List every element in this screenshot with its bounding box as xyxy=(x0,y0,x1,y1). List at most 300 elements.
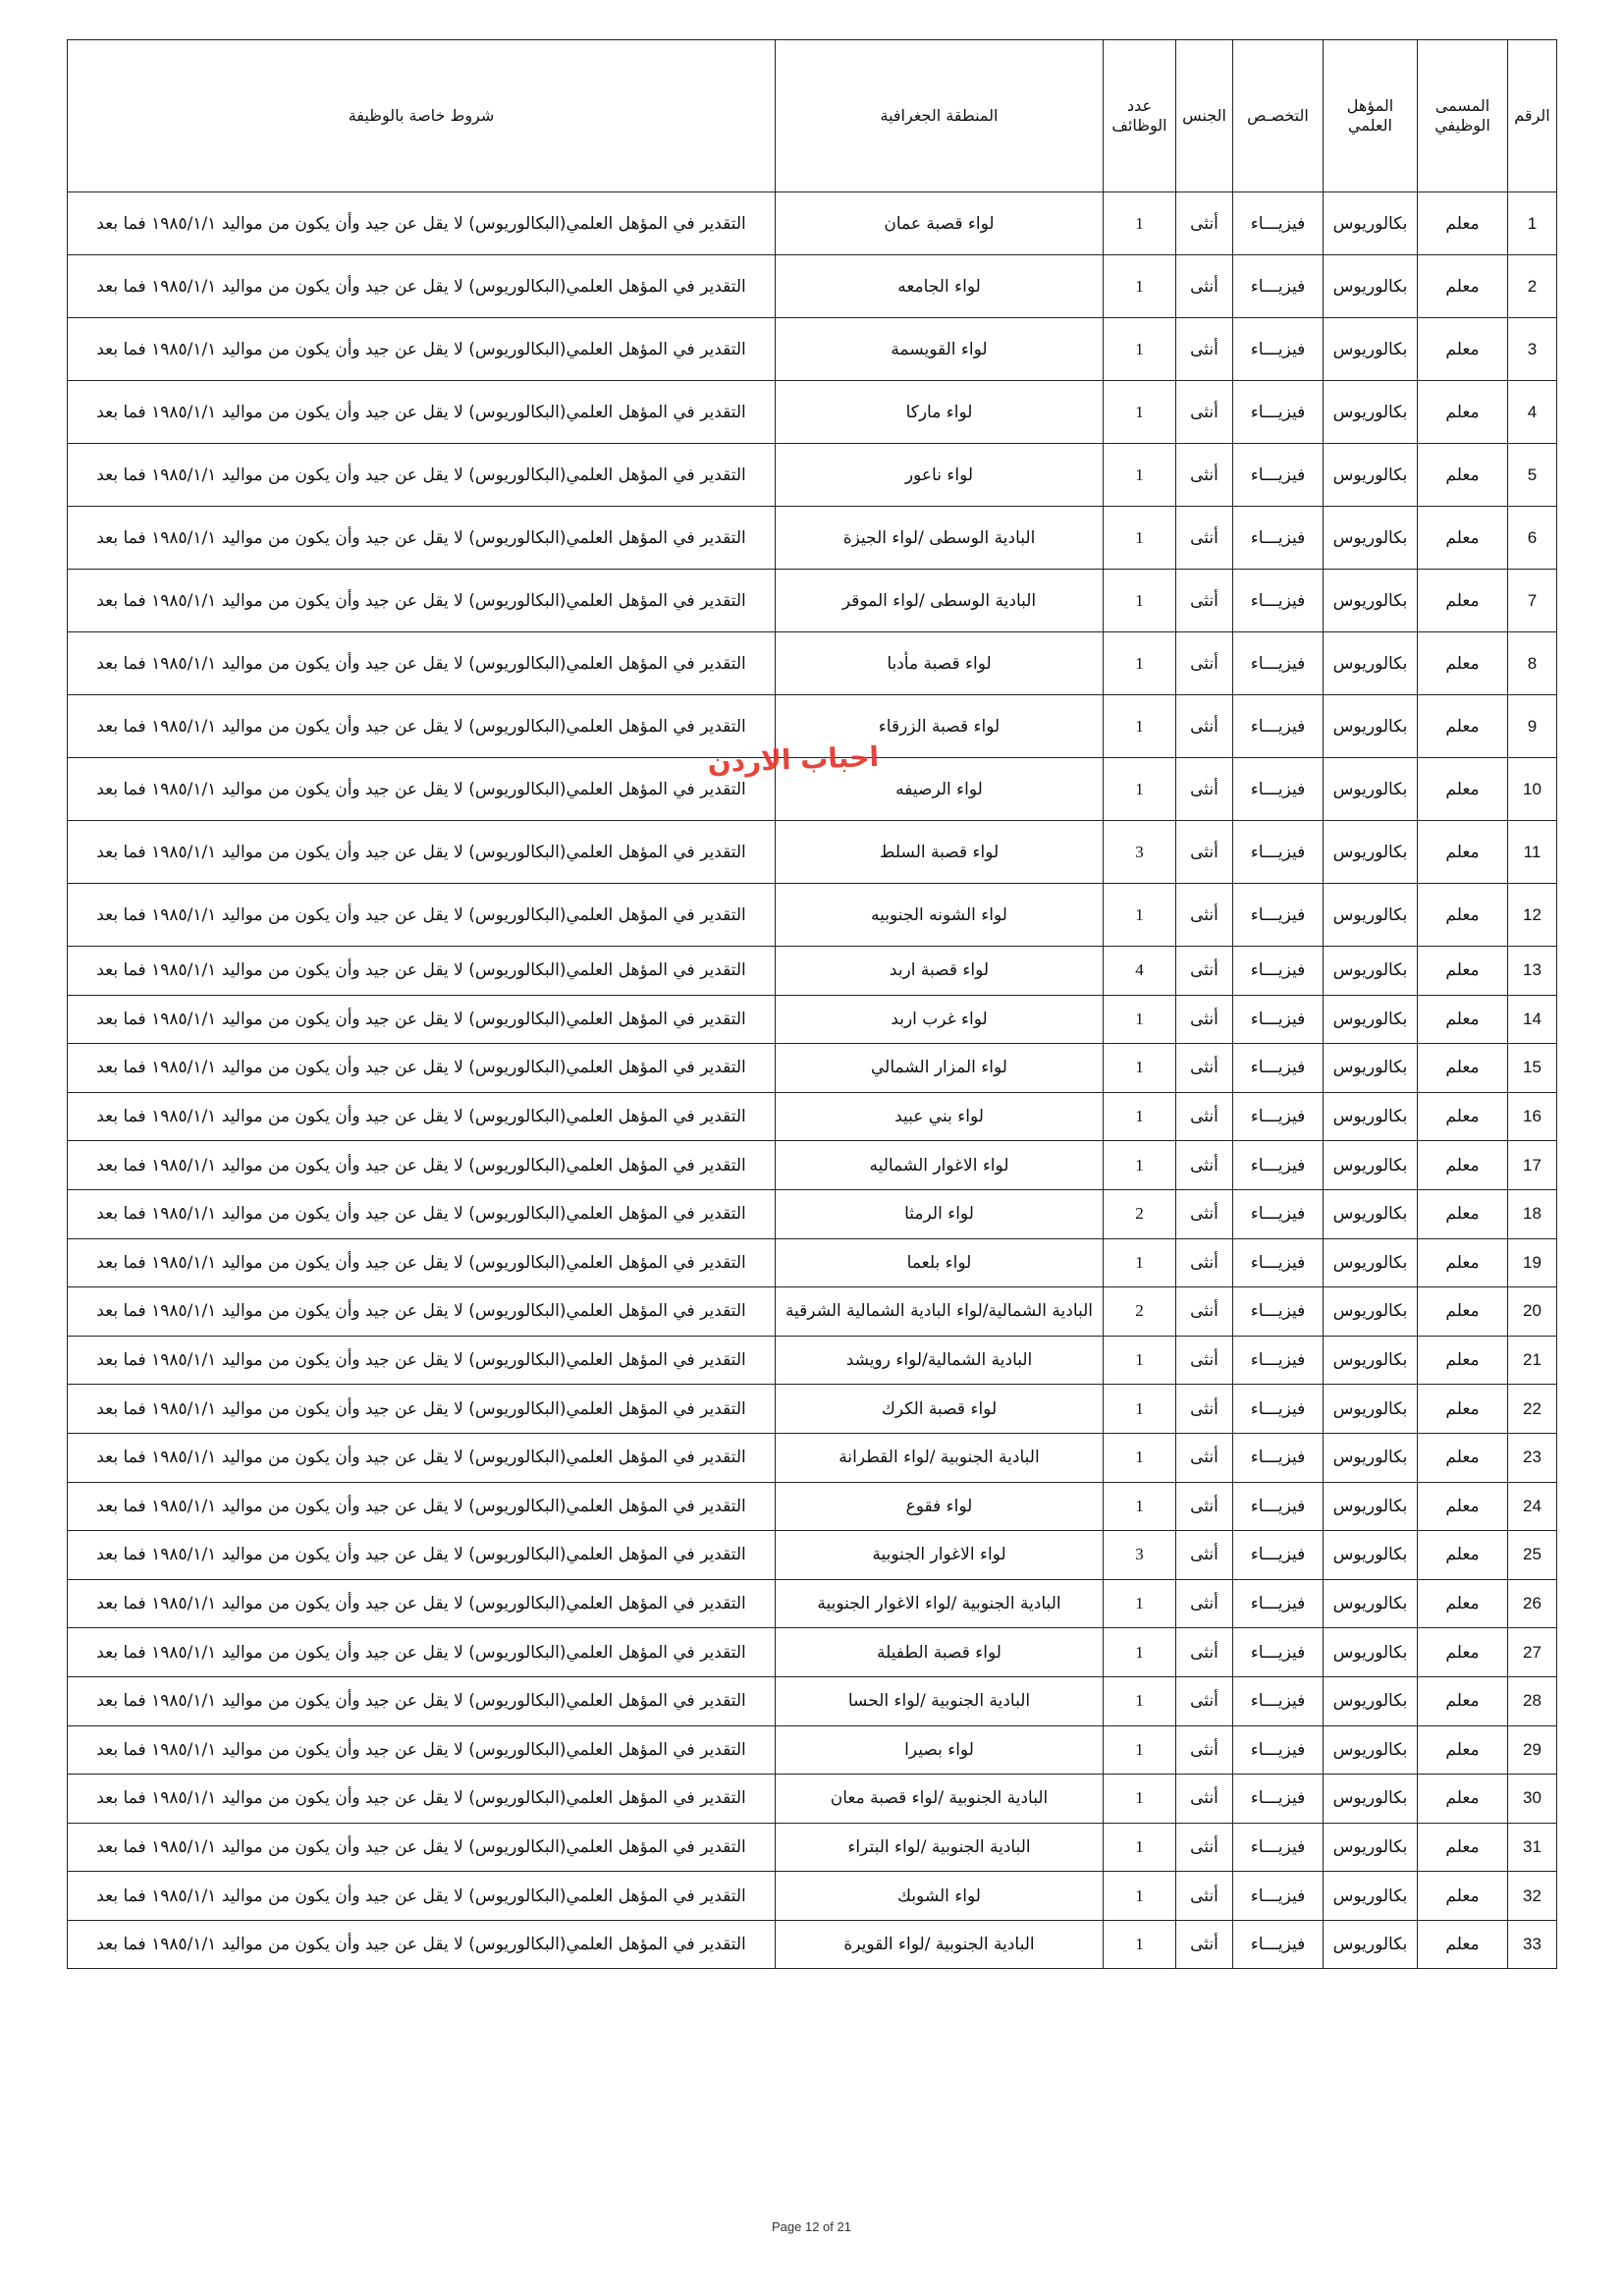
table-row xyxy=(68,192,1557,255)
job-vacancies-table xyxy=(67,39,1557,1969)
cell-gender: أنثى xyxy=(1176,444,1233,507)
cell-title: معلم xyxy=(1418,947,1508,996)
cell-num: 9 xyxy=(1508,695,1557,758)
header-row xyxy=(68,40,1557,192)
cell-qualification: بكالوريوس xyxy=(1324,1775,1418,1824)
cell-title: معلم xyxy=(1418,318,1508,381)
cell-specialty: فيزيـــاء xyxy=(1233,1385,1324,1434)
cell-gender: أنثى xyxy=(1176,1336,1233,1385)
table-row xyxy=(68,1044,1557,1093)
cell-num: 5 xyxy=(1508,444,1557,507)
cell-title: معلم xyxy=(1418,995,1508,1044)
cell-specialty: فيزيـــاء xyxy=(1233,1676,1324,1725)
cell-num: 30 xyxy=(1508,1775,1557,1824)
cell-region: لواء قصبة الطفيلة xyxy=(776,1628,1104,1677)
cell-specialty: فيزيـــاء xyxy=(1233,318,1324,381)
cell-count: 1 xyxy=(1104,318,1176,381)
cell-conditions: التقدير في المؤهل العلمي(البكالوريوس) لا يقل عن جيد وأن يكون من مواليد ١٩٨٥/١/١ فما بعد xyxy=(68,821,776,884)
cell-gender: أنثى xyxy=(1176,1189,1233,1238)
table-header xyxy=(68,40,1557,192)
cell-region: لواء الجامعه xyxy=(776,255,1104,318)
cell-region: لواء قصبة الزرقاء xyxy=(776,695,1104,758)
cell-count: 1 xyxy=(1104,507,1176,570)
cell-specialty: فيزيـــاء xyxy=(1233,192,1324,255)
cell-qualification: بكالوريوس xyxy=(1324,1823,1418,1872)
cell-region: لواء الرصيفه xyxy=(776,758,1104,821)
cell-region: لواء قصبة اربد xyxy=(776,947,1104,996)
cell-specialty: فيزيـــاء xyxy=(1233,1189,1324,1238)
header-num: الرقم xyxy=(1508,40,1557,192)
cell-region: لواء الرمثا xyxy=(776,1189,1104,1238)
cell-conditions: التقدير في المؤهل العلمي(البكالوريوس) لا يقل عن جيد وأن يكون من مواليد ١٩٨٥/١/١ فما بعد xyxy=(68,444,776,507)
cell-count: 1 xyxy=(1104,1238,1176,1287)
cell-num: 3 xyxy=(1508,318,1557,381)
cell-title: معلم xyxy=(1418,1823,1508,1872)
cell-count: 1 xyxy=(1104,632,1176,695)
cell-conditions: التقدير في المؤهل العلمي(البكالوريوس) لا يقل عن جيد وأن يكون من مواليد ١٩٨٥/١/١ فما بعد xyxy=(68,1531,776,1580)
cell-specialty: فيزيـــاء xyxy=(1233,758,1324,821)
cell-title: معلم xyxy=(1418,1482,1508,1531)
table-body xyxy=(68,192,1557,1969)
cell-num: 21 xyxy=(1508,1336,1557,1385)
cell-specialty: فيزيـــاء xyxy=(1233,884,1324,947)
table-row xyxy=(68,1579,1557,1628)
cell-num: 14 xyxy=(1508,995,1557,1044)
cell-count: 1 xyxy=(1104,381,1176,444)
table-row xyxy=(68,1775,1557,1824)
cell-qualification: بكالوريوس xyxy=(1324,318,1418,381)
cell-region: لواء القويسمة xyxy=(776,318,1104,381)
cell-gender: أنثى xyxy=(1176,947,1233,996)
cell-title: معلم xyxy=(1418,570,1508,632)
cell-num: 6 xyxy=(1508,507,1557,570)
cell-count: 1 xyxy=(1104,1482,1176,1531)
cell-title: معلم xyxy=(1418,821,1508,884)
table-row xyxy=(68,1920,1557,1969)
cell-specialty: فيزيـــاء xyxy=(1233,570,1324,632)
cell-gender: أنثى xyxy=(1176,507,1233,570)
cell-title: معلم xyxy=(1418,1579,1508,1628)
cell-specialty: فيزيـــاء xyxy=(1233,1628,1324,1677)
table-row xyxy=(68,632,1557,695)
cell-region: لواء قصبة السلط xyxy=(776,821,1104,884)
cell-specialty: فيزيـــاء xyxy=(1233,695,1324,758)
cell-num: 32 xyxy=(1508,1872,1557,1921)
cell-region: البادية الجنوبية /لواء الحسا xyxy=(776,1676,1104,1725)
cell-gender: أنثى xyxy=(1176,1482,1233,1531)
cell-qualification: بكالوريوس xyxy=(1324,381,1418,444)
cell-region: لواء الاغوار الشماليه xyxy=(776,1141,1104,1190)
cell-conditions: التقدير في المؤهل العلمي(البكالوريوس) لا يقل عن جيد وأن يكون من مواليد ١٩٨٥/١/١ فما بعد xyxy=(68,1189,776,1238)
cell-conditions: التقدير في المؤهل العلمي(البكالوريوس) لا يقل عن جيد وأن يكون من مواليد ١٩٨٥/١/١ فما بعد xyxy=(68,758,776,821)
table-row xyxy=(68,1725,1557,1775)
cell-num: 2 xyxy=(1508,255,1557,318)
cell-num: 10 xyxy=(1508,758,1557,821)
cell-gender: أنثى xyxy=(1176,758,1233,821)
cell-qualification: بكالوريوس xyxy=(1324,1238,1418,1287)
table-row xyxy=(68,1385,1557,1434)
cell-qualification: بكالوريوس xyxy=(1324,444,1418,507)
cell-conditions: التقدير في المؤهل العلمي(البكالوريوس) لا يقل عن جيد وأن يكون من مواليد ١٩٨٥/١/١ فما بعد xyxy=(68,1287,776,1337)
table-row xyxy=(68,1872,1557,1921)
cell-conditions: التقدير في المؤهل العلمي(البكالوريوس) لا يقل عن جيد وأن يكون من مواليد ١٩٨٥/١/١ فما بعد xyxy=(68,632,776,695)
cell-num: 24 xyxy=(1508,1482,1557,1531)
cell-gender: أنثى xyxy=(1176,1531,1233,1580)
cell-title: معلم xyxy=(1418,1531,1508,1580)
page-footer: Page 12 of 21 xyxy=(772,2219,851,2234)
cell-region: لواء المزار الشمالي xyxy=(776,1044,1104,1093)
cell-gender: أنثى xyxy=(1176,632,1233,695)
cell-specialty: فيزيـــاء xyxy=(1233,995,1324,1044)
cell-conditions: التقدير في المؤهل العلمي(البكالوريوس) لا يقل عن جيد وأن يكون من مواليد ١٩٨٥/١/١ فما بعد xyxy=(68,570,776,632)
table-row xyxy=(68,1238,1557,1287)
cell-title: معلم xyxy=(1418,1872,1508,1921)
cell-title: معلم xyxy=(1418,758,1508,821)
table-row xyxy=(68,1823,1557,1872)
cell-gender: أنثى xyxy=(1176,1920,1233,1969)
cell-conditions: التقدير في المؤهل العلمي(البكالوريوس) لا يقل عن جيد وأن يكون من مواليد ١٩٨٥/١/١ فما بعد xyxy=(68,1433,776,1482)
cell-region: البادية الجنوبية /لواء القويرة xyxy=(776,1920,1104,1969)
cell-gender: أنثى xyxy=(1176,1725,1233,1775)
cell-specialty: فيزيـــاء xyxy=(1233,1872,1324,1921)
cell-specialty: فيزيـــاء xyxy=(1233,947,1324,996)
cell-gender: أنثى xyxy=(1176,995,1233,1044)
table-row xyxy=(68,1141,1557,1190)
cell-specialty: فيزيـــاء xyxy=(1233,1531,1324,1580)
cell-title: معلم xyxy=(1418,1385,1508,1434)
cell-qualification: بكالوريوس xyxy=(1324,1336,1418,1385)
table-row xyxy=(68,444,1557,507)
cell-conditions: التقدير في المؤهل العلمي(البكالوريوس) لا يقل عن جيد وأن يكون من مواليد ١٩٨٥/١/١ فما بعد xyxy=(68,1775,776,1824)
table-row xyxy=(68,1482,1557,1531)
cell-num: 31 xyxy=(1508,1823,1557,1872)
cell-title: معلم xyxy=(1418,1044,1508,1093)
cell-title: معلم xyxy=(1418,1628,1508,1677)
cell-conditions: التقدير في المؤهل العلمي(البكالوريوس) لا يقل عن جيد وأن يكون من مواليد ١٩٨٥/١/١ فما بعد xyxy=(68,695,776,758)
cell-qualification: بكالوريوس xyxy=(1324,1385,1418,1434)
cell-gender: أنثى xyxy=(1176,570,1233,632)
table-row xyxy=(68,318,1557,381)
cell-gender: أنثى xyxy=(1176,1092,1233,1141)
cell-qualification: بكالوريوس xyxy=(1324,192,1418,255)
cell-qualification: بكالوريوس xyxy=(1324,995,1418,1044)
cell-num: 15 xyxy=(1508,1044,1557,1093)
cell-region: لواء قصبة الكرك xyxy=(776,1385,1104,1434)
cell-title: معلم xyxy=(1418,1238,1508,1287)
cell-title: معلم xyxy=(1418,1141,1508,1190)
cell-conditions: التقدير في المؤهل العلمي(البكالوريوس) لا يقل عن جيد وأن يكون من مواليد ١٩٨٥/١/١ فما بعد xyxy=(68,1823,776,1872)
cell-qualification: بكالوريوس xyxy=(1324,1482,1418,1531)
table-row xyxy=(68,1628,1557,1677)
cell-count: 1 xyxy=(1104,1044,1176,1093)
cell-num: 8 xyxy=(1508,632,1557,695)
cell-conditions: التقدير في المؤهل العلمي(البكالوريوس) لا يقل عن جيد وأن يكون من مواليد ١٩٨٥/١/١ فما بعد xyxy=(68,1238,776,1287)
cell-qualification: بكالوريوس xyxy=(1324,1725,1418,1775)
cell-conditions: التقدير في المؤهل العلمي(البكالوريوس) لا يقل عن جيد وأن يكون من مواليد ١٩٨٥/١/١ فما بعد xyxy=(68,1628,776,1677)
cell-gender: أنثى xyxy=(1176,1628,1233,1677)
cell-gender: أنثى xyxy=(1176,255,1233,318)
cell-specialty: فيزيـــاء xyxy=(1233,507,1324,570)
cell-title: معلم xyxy=(1418,1676,1508,1725)
cell-count: 1 xyxy=(1104,1092,1176,1141)
cell-conditions: التقدير في المؤهل العلمي(البكالوريوس) لا يقل عن جيد وأن يكون من مواليد ١٩٨٥/١/١ فما بعد xyxy=(68,1092,776,1141)
cell-num: 11 xyxy=(1508,821,1557,884)
cell-title: معلم xyxy=(1418,192,1508,255)
table-row xyxy=(68,1189,1557,1238)
cell-conditions: التقدير في المؤهل العلمي(البكالوريوس) لا يقل عن جيد وأن يكون من مواليد ١٩٨٥/١/١ فما بعد xyxy=(68,995,776,1044)
cell-title: معلم xyxy=(1418,444,1508,507)
cell-gender: أنثى xyxy=(1176,381,1233,444)
cell-num: 19 xyxy=(1508,1238,1557,1287)
cell-num: 22 xyxy=(1508,1385,1557,1434)
cell-conditions: التقدير في المؤهل العلمي(البكالوريوس) لا يقل عن جيد وأن يكون من مواليد ١٩٨٥/١/١ فما بعد xyxy=(68,1044,776,1093)
table-row xyxy=(68,1676,1557,1725)
cell-count: 2 xyxy=(1104,1189,1176,1238)
cell-region: لواء بصيرا xyxy=(776,1725,1104,1775)
cell-conditions: التقدير في المؤهل العلمي(البكالوريوس) لا يقل عن جيد وأن يكون من مواليد ١٩٨٥/١/١ فما بعد xyxy=(68,884,776,947)
cell-specialty: فيزيـــاء xyxy=(1233,821,1324,884)
cell-specialty: فيزيـــاء xyxy=(1233,1336,1324,1385)
cell-specialty: فيزيـــاء xyxy=(1233,1920,1324,1969)
cell-region: لواء بني عبيد xyxy=(776,1092,1104,1141)
cell-region: لواء فقوع xyxy=(776,1482,1104,1531)
cell-conditions: التقدير في المؤهل العلمي(البكالوريوس) لا يقل عن جيد وأن يكون من مواليد ١٩٨٥/١/١ فما بعد xyxy=(68,318,776,381)
table-row xyxy=(68,884,1557,947)
cell-title: معلم xyxy=(1418,632,1508,695)
cell-region: لواء الشوبك xyxy=(776,1872,1104,1921)
watermark-text: احباب الاردن xyxy=(707,739,880,780)
cell-count: 1 xyxy=(1104,995,1176,1044)
cell-conditions: التقدير في المؤهل العلمي(البكالوريوس) لا يقل عن جيد وأن يكون من مواليد ١٩٨٥/١/١ فما بعد xyxy=(68,1579,776,1628)
cell-conditions: التقدير في المؤهل العلمي(البكالوريوس) لا يقل عن جيد وأن يكون من مواليد ١٩٨٥/١/١ فما بعد xyxy=(68,507,776,570)
cell-num: 29 xyxy=(1508,1725,1557,1775)
table-row xyxy=(68,507,1557,570)
header-specialty: التخصـص xyxy=(1233,40,1324,192)
cell-title: معلم xyxy=(1418,1433,1508,1482)
cell-conditions: التقدير في المؤهل العلمي(البكالوريوس) لا يقل عن جيد وأن يكون من مواليد ١٩٨٥/١/١ فما بعد xyxy=(68,192,776,255)
table-row xyxy=(68,1336,1557,1385)
cell-qualification: بكالوريوس xyxy=(1324,884,1418,947)
cell-num: 1 xyxy=(1508,192,1557,255)
cell-specialty: فيزيـــاء xyxy=(1233,1823,1324,1872)
cell-specialty: فيزيـــاء xyxy=(1233,1433,1324,1482)
cell-region: لواء قصبة عمان xyxy=(776,192,1104,255)
cell-num: 26 xyxy=(1508,1579,1557,1628)
header-region: المنطقة الجغرافية xyxy=(776,40,1104,192)
cell-count: 1 xyxy=(1104,884,1176,947)
cell-conditions: التقدير في المؤهل العلمي(البكالوريوس) لا يقل عن جيد وأن يكون من مواليد ١٩٨٥/١/١ فما بعد xyxy=(68,1872,776,1921)
cell-qualification: بكالوريوس xyxy=(1324,1287,1418,1337)
cell-count: 3 xyxy=(1104,1531,1176,1580)
cell-title: معلم xyxy=(1418,1287,1508,1337)
table-row xyxy=(68,1287,1557,1337)
cell-gender: أنثى xyxy=(1176,1238,1233,1287)
cell-count: 1 xyxy=(1104,1336,1176,1385)
cell-count: 1 xyxy=(1104,1385,1176,1434)
cell-title: معلم xyxy=(1418,507,1508,570)
cell-gender: أنثى xyxy=(1176,884,1233,947)
cell-region: لواء ناعور xyxy=(776,444,1104,507)
cell-specialty: فيزيـــاء xyxy=(1233,255,1324,318)
cell-qualification: بكالوريوس xyxy=(1324,1872,1418,1921)
cell-count: 1 xyxy=(1104,1579,1176,1628)
cell-count: 1 xyxy=(1104,1872,1176,1921)
cell-region: البادية الشمالية/لواء البادية الشمالية الشرقية xyxy=(776,1287,1104,1337)
cell-num: 33 xyxy=(1508,1920,1557,1969)
cell-gender: أنثى xyxy=(1176,1676,1233,1725)
cell-title: معلم xyxy=(1418,1725,1508,1775)
table-row xyxy=(68,1433,1557,1482)
cell-count: 1 xyxy=(1104,255,1176,318)
cell-specialty: فيزيـــاء xyxy=(1233,381,1324,444)
cell-region: البادية الشمالية/لواء رويشد xyxy=(776,1336,1104,1385)
cell-specialty: فيزيـــاء xyxy=(1233,1482,1324,1531)
cell-specialty: فيزيـــاء xyxy=(1233,1141,1324,1190)
table-row xyxy=(68,821,1557,884)
cell-gender: أنثى xyxy=(1176,1287,1233,1337)
cell-specialty: فيزيـــاء xyxy=(1233,1287,1324,1337)
cell-num: 7 xyxy=(1508,570,1557,632)
cell-qualification: بكالوريوس xyxy=(1324,1676,1418,1725)
cell-count: 1 xyxy=(1104,570,1176,632)
table-row xyxy=(68,947,1557,996)
cell-num: 18 xyxy=(1508,1189,1557,1238)
cell-region: البادية الوسطى /لواء الموقر xyxy=(776,570,1104,632)
cell-qualification: بكالوريوس xyxy=(1324,1920,1418,1969)
cell-count: 1 xyxy=(1104,1725,1176,1775)
cell-specialty: فيزيـــاء xyxy=(1233,1092,1324,1141)
table-row xyxy=(68,255,1557,318)
cell-gender: أنثى xyxy=(1176,821,1233,884)
cell-qualification: بكالوريوس xyxy=(1324,1531,1418,1580)
header-title: المسمى الوظيفي xyxy=(1418,40,1508,192)
cell-region: لواء قصبة مأدبا xyxy=(776,632,1104,695)
cell-qualification: بكالوريوس xyxy=(1324,1189,1418,1238)
cell-count: 2 xyxy=(1104,1287,1176,1337)
cell-conditions: التقدير في المؤهل العلمي(البكالوريوس) لا يقل عن جيد وأن يكون من مواليد ١٩٨٥/١/١ فما بعد xyxy=(68,255,776,318)
cell-conditions: التقدير في المؤهل العلمي(البكالوريوس) لا يقل عن جيد وأن يكون من مواليد ١٩٨٥/١/١ فما بعد xyxy=(68,1920,776,1969)
cell-num: 4 xyxy=(1508,381,1557,444)
cell-num: 23 xyxy=(1508,1433,1557,1482)
cell-title: معلم xyxy=(1418,381,1508,444)
cell-gender: أنثى xyxy=(1176,695,1233,758)
cell-region: البادية الوسطى /لواء الجيزة xyxy=(776,507,1104,570)
cell-qualification: بكالوريوس xyxy=(1324,695,1418,758)
cell-qualification: بكالوريوس xyxy=(1324,1044,1418,1093)
cell-region: لواء غرب اربد xyxy=(776,995,1104,1044)
cell-count: 1 xyxy=(1104,1628,1176,1677)
cell-qualification: بكالوريوس xyxy=(1324,1141,1418,1190)
cell-num: 25 xyxy=(1508,1531,1557,1580)
cell-count: 3 xyxy=(1104,821,1176,884)
cell-count: 1 xyxy=(1104,1141,1176,1190)
cell-conditions: التقدير في المؤهل العلمي(البكالوريوس) لا يقل عن جيد وأن يكون من مواليد ١٩٨٥/١/١ فما بعد xyxy=(68,1141,776,1190)
cell-title: معلم xyxy=(1418,1092,1508,1141)
cell-region: البادية الجنوبية /لواء قصبة معان xyxy=(776,1775,1104,1824)
cell-title: معلم xyxy=(1418,1336,1508,1385)
cell-gender: أنثى xyxy=(1176,1775,1233,1824)
cell-region: البادية الجنوبية /لواء القطرانة xyxy=(776,1433,1104,1482)
cell-count: 1 xyxy=(1104,1433,1176,1482)
cell-num: 27 xyxy=(1508,1628,1557,1677)
cell-count: 1 xyxy=(1104,758,1176,821)
cell-qualification: بكالوريوس xyxy=(1324,758,1418,821)
cell-specialty: فيزيـــاء xyxy=(1233,1725,1324,1775)
cell-specialty: فيزيـــاء xyxy=(1233,632,1324,695)
cell-title: معلم xyxy=(1418,1189,1508,1238)
cell-num: 16 xyxy=(1508,1092,1557,1141)
table-row xyxy=(68,381,1557,444)
cell-num: 28 xyxy=(1508,1676,1557,1725)
cell-qualification: بكالوريوس xyxy=(1324,255,1418,318)
cell-conditions: التقدير في المؤهل العلمي(البكالوريوس) لا يقل عن جيد وأن يكون من مواليد ١٩٨٥/١/١ فما بعد xyxy=(68,1676,776,1725)
cell-qualification: بكالوريوس xyxy=(1324,1433,1418,1482)
cell-specialty: فيزيـــاء xyxy=(1233,1775,1324,1824)
cell-conditions: التقدير في المؤهل العلمي(البكالوريوس) لا يقل عن جيد وأن يكون من مواليد ١٩٨٥/١/١ فما بعد xyxy=(68,1385,776,1434)
cell-conditions: التقدير في المؤهل العلمي(البكالوريوس) لا يقل عن جيد وأن يكون من مواليد ١٩٨٥/١/١ فما بعد xyxy=(68,1725,776,1775)
cell-title: معلم xyxy=(1418,884,1508,947)
cell-qualification: بكالوريوس xyxy=(1324,507,1418,570)
cell-gender: أنثى xyxy=(1176,1433,1233,1482)
cell-title: معلم xyxy=(1418,255,1508,318)
cell-count: 1 xyxy=(1104,1823,1176,1872)
cell-qualification: بكالوريوس xyxy=(1324,632,1418,695)
table-row xyxy=(68,1092,1557,1141)
cell-count: 1 xyxy=(1104,444,1176,507)
cell-count: 1 xyxy=(1104,1775,1176,1824)
cell-qualification: بكالوريوس xyxy=(1324,1628,1418,1677)
cell-specialty: فيزيـــاء xyxy=(1233,1044,1324,1093)
cell-region: لواء الاغوار الجنوبية xyxy=(776,1531,1104,1580)
header-qualification: المؤهل العلمي xyxy=(1324,40,1418,192)
cell-title: معلم xyxy=(1418,1920,1508,1969)
cell-num: 17 xyxy=(1508,1141,1557,1190)
cell-num: 13 xyxy=(1508,947,1557,996)
cell-gender: أنثى xyxy=(1176,1579,1233,1628)
cell-gender: أنثى xyxy=(1176,318,1233,381)
cell-specialty: فيزيـــاء xyxy=(1233,444,1324,507)
cell-num: 20 xyxy=(1508,1287,1557,1337)
table-row xyxy=(68,570,1557,632)
cell-region: لواء الشونه الجنوبيه xyxy=(776,884,1104,947)
cell-qualification: بكالوريوس xyxy=(1324,947,1418,996)
cell-conditions: التقدير في المؤهل العلمي(البكالوريوس) لا يقل عن جيد وأن يكون من مواليد ١٩٨٥/١/١ فما بعد xyxy=(68,947,776,996)
cell-qualification: بكالوريوس xyxy=(1324,1092,1418,1141)
cell-region: البادية الجنوبية /لواء البتراء xyxy=(776,1823,1104,1872)
cell-conditions: التقدير في المؤهل العلمي(البكالوريوس) لا يقل عن جيد وأن يكون من مواليد ١٩٨٥/١/١ فما بعد xyxy=(68,381,776,444)
cell-qualification: بكالوريوس xyxy=(1324,1579,1418,1628)
header-conditions: شروط خاصة بالوظيفة xyxy=(68,40,776,192)
cell-gender: أنثى xyxy=(1176,1141,1233,1190)
table-row xyxy=(68,1531,1557,1580)
header-gender: الجنس xyxy=(1176,40,1233,192)
cell-gender: أنثى xyxy=(1176,1823,1233,1872)
cell-specialty: فيزيـــاء xyxy=(1233,1579,1324,1628)
header-count: عدد الوظائف xyxy=(1104,40,1176,192)
cell-count: 1 xyxy=(1104,695,1176,758)
cell-gender: أنثى xyxy=(1176,1385,1233,1434)
cell-region: لواء ماركا xyxy=(776,381,1104,444)
cell-count: 4 xyxy=(1104,947,1176,996)
cell-qualification: بكالوريوس xyxy=(1324,821,1418,884)
cell-conditions: التقدير في المؤهل العلمي(البكالوريوس) لا يقل عن جيد وأن يكون من مواليد ١٩٨٥/١/١ فما بعد xyxy=(68,1336,776,1385)
cell-qualification: بكالوريوس xyxy=(1324,570,1418,632)
cell-gender: أنثى xyxy=(1176,1044,1233,1093)
cell-title: معلم xyxy=(1418,1775,1508,1824)
cell-conditions: التقدير في المؤهل العلمي(البكالوريوس) لا يقل عن جيد وأن يكون من مواليد ١٩٨٥/١/١ فما بعد xyxy=(68,1482,776,1531)
cell-region: البادية الجنوبية /لواء الاغوار الجنوبية xyxy=(776,1579,1104,1628)
cell-title: معلم xyxy=(1418,695,1508,758)
